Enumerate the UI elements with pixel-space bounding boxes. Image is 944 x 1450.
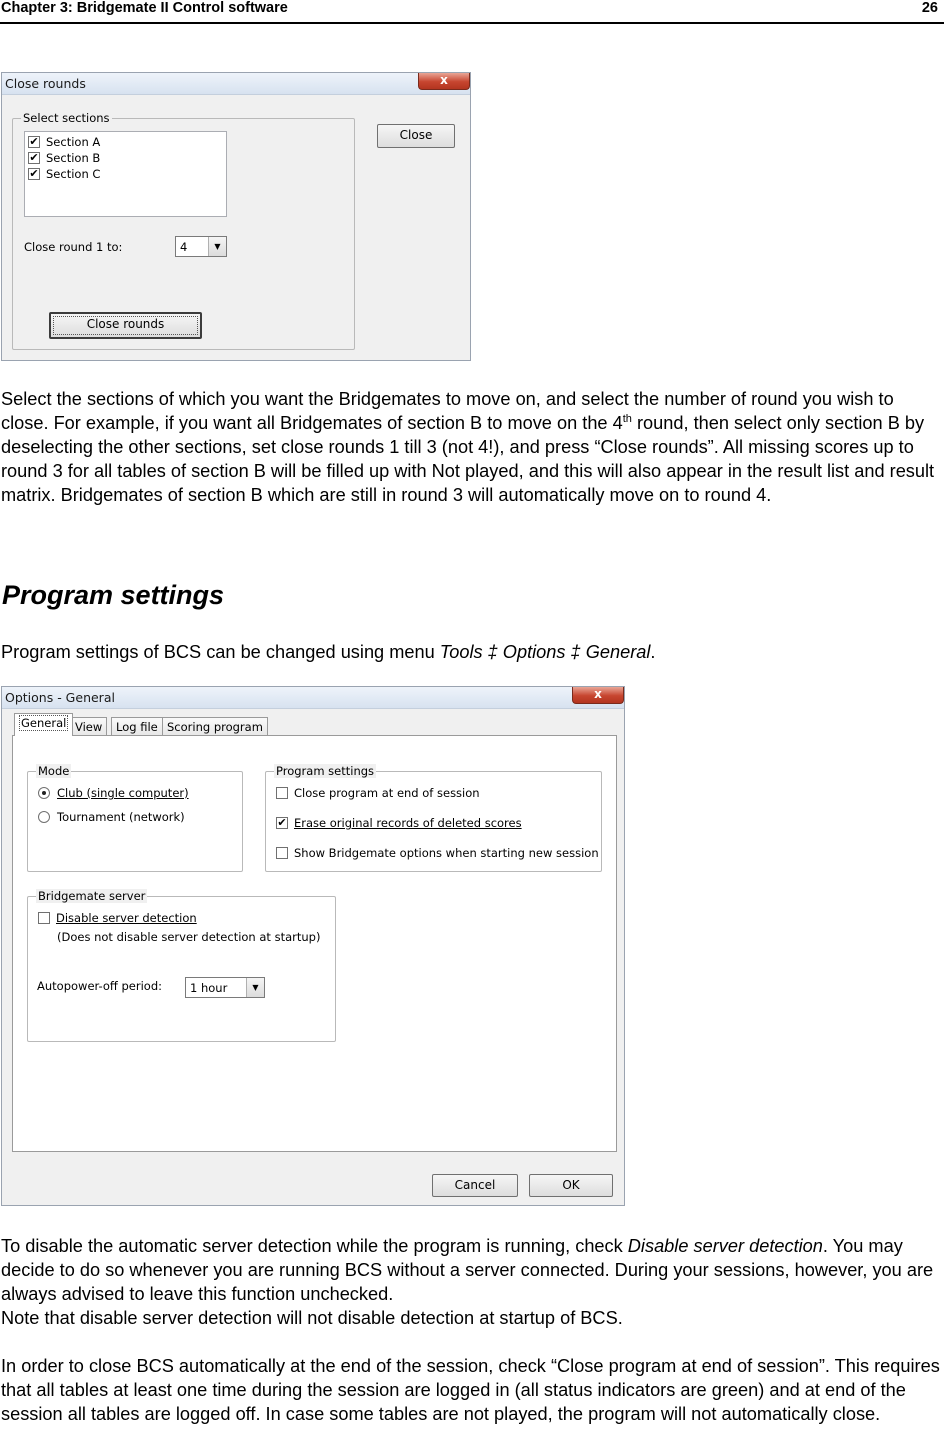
checkbox-close-program[interactable] — [276, 787, 288, 799]
dialog-title: Close rounds — [5, 76, 86, 91]
section-c-item[interactable] — [28, 167, 100, 181]
cancel-button-label: Cancel — [454, 1178, 496, 1192]
dropdown-arrow-icon[interactable]: ▼ — [246, 978, 264, 997]
show-options-option[interactable] — [276, 846, 599, 860]
close-icon[interactable]: x — [572, 687, 624, 704]
checkbox-show-options[interactable] — [276, 847, 288, 859]
close-round-value: 4 — [180, 240, 188, 254]
disable-server-note: (Does not disable server detection at startup) — [57, 930, 321, 944]
page-number: 26 — [921, 0, 938, 16]
section-b-item[interactable] — [28, 151, 100, 165]
tournament-label: Tournament (network) — [57, 810, 185, 824]
section-b-label: Section B — [46, 151, 101, 165]
close-round-label: Close round 1 to: — [24, 240, 123, 254]
close-button[interactable] — [377, 124, 455, 148]
autopower-label: Autopower-off period: — [37, 979, 162, 993]
radio-tournament[interactable] — [38, 811, 50, 823]
program-settings-label: Program settings — [276, 764, 375, 778]
tab-log-file[interactable] — [111, 717, 163, 736]
menu-path: Tools ‡ Options ‡ General — [439, 642, 651, 662]
erase-records-label: Erase original records of deleted scores — [294, 816, 522, 830]
focus-rect — [53, 316, 198, 335]
close-rounds-dialog — [1, 72, 471, 361]
mode-label: Mode — [38, 764, 70, 778]
bridgemate-server-group — [27, 889, 336, 1042]
section-c-label: Section C — [46, 167, 101, 181]
para2-text: Program settings of BCS can be changed using menu — [1, 642, 440, 662]
para1-superscript: th — [622, 412, 632, 425]
dialog-titlebar — [2, 73, 470, 95]
autopower-value: 1 hour — [190, 981, 228, 995]
close-round-select[interactable] — [175, 236, 227, 257]
checkbox-erase-records[interactable]: ✔ — [277, 816, 287, 829]
close-button-label: Close — [399, 128, 433, 142]
chapter-title: Chapter 3: Bridgemate II Control software — [1, 0, 288, 16]
dropdown-arrow-icon[interactable]: ▼ — [208, 237, 226, 256]
tab-scoring-program[interactable] — [162, 717, 268, 736]
ok-button[interactable] — [529, 1174, 613, 1197]
tab-view-label: View — [75, 720, 103, 734]
dialog-title: Options - General — [5, 690, 115, 705]
select-sections-group — [12, 111, 355, 350]
para3-intro: To disable the automatic server detection while the program is running, check — [1, 1236, 628, 1256]
mode-club-option[interactable] — [38, 786, 189, 800]
program-settings-group — [265, 764, 602, 872]
tab-general-label: General — [21, 716, 67, 730]
para3-rest: . You may decide to do so whenever you are running BCS without a server connected. During your sessions, however, you are always advised to leave this function unchecked. — [1, 1236, 934, 1304]
bridgemate-server-label: Bridgemate server — [38, 889, 146, 903]
checkbox-disable-server[interactable] — [38, 912, 50, 924]
tab-general[interactable] — [14, 713, 73, 736]
checkbox-section-a[interactable]: ✔ — [29, 135, 39, 148]
radio-club[interactable] — [38, 787, 50, 799]
para1-text: Select the sections of which you want the Bridgemates to move on, and select the number of round you wish to close. For example, if you want all Bridgemates of section B to move on the 4 — [1, 389, 894, 433]
close-rounds-button-label: Close rounds — [86, 317, 165, 331]
select-sections-label: Select sections — [23, 111, 110, 125]
checkbox-section-b[interactable]: ✔ — [29, 151, 39, 164]
tab-view[interactable] — [70, 717, 107, 736]
tab-scoring-program-label: Scoring program — [167, 720, 263, 734]
dialog-titlebar — [2, 687, 624, 709]
club-label: Club (single computer) — [57, 786, 189, 800]
ok-button-label: OK — [562, 1178, 580, 1192]
show-options-label: Show Bridgemate options when starting new session — [294, 846, 599, 860]
paragraph-close-program: In order to close BCS automatically at the end of the session, check “Close program at end of session”. This requires that all tables at least one time during the session are logged in (all status indicators are green) and at end of the session all tables are logged off. In case some tables are not played, the program will not automatically close. — [1, 1356, 940, 1424]
paragraph-disable-server — [1, 1234, 943, 1330]
disable-server-label: Disable server detection — [56, 911, 197, 925]
paragraph-program-settings — [1, 640, 943, 664]
section-a-item[interactable] — [28, 135, 100, 149]
close-program-label: Close program at end of session — [294, 786, 480, 800]
cancel-button[interactable] — [432, 1174, 518, 1197]
erase-records-option[interactable] — [276, 816, 522, 830]
mode-tournament-option[interactable] — [38, 810, 185, 824]
checkbox-section-c[interactable]: ✔ — [29, 167, 39, 180]
section-heading: Program settings — [2, 580, 225, 610]
page-header — [0, 0, 944, 24]
para1-text-cont: round, then select only section B by deselecting the other sections, set close rounds 1 till 3 (not 4!), and press “Close rounds”. All missing scores up to round 3 for all tables of section B will be filled up with Not played, and this will also appear in the result list and result matrix. Bridgemates of section B which are still in round 3 will automatically move on to round 4. — [1, 413, 935, 505]
para2-end: . — [650, 642, 656, 662]
general-tab-panel — [12, 735, 617, 1152]
paragraph-close-rounds — [1, 387, 943, 507]
disable-server-option[interactable] — [38, 911, 197, 925]
close-icon[interactable]: x — [418, 73, 470, 90]
tab-log-file-label: Log file — [116, 720, 158, 734]
close-rounds-button[interactable] — [49, 312, 202, 339]
sections-listbox[interactable] — [24, 131, 227, 217]
para3-line2: Note that disable server detection will not disable detection at startup of BCS. — [1, 1308, 623, 1328]
section-a-label: Section A — [46, 135, 101, 149]
close-program-option[interactable] — [276, 786, 480, 800]
para3-term: Disable server detection — [627, 1236, 823, 1256]
autopower-select[interactable] — [185, 977, 265, 998]
mode-group — [27, 764, 243, 872]
options-general-dialog — [1, 686, 625, 1206]
